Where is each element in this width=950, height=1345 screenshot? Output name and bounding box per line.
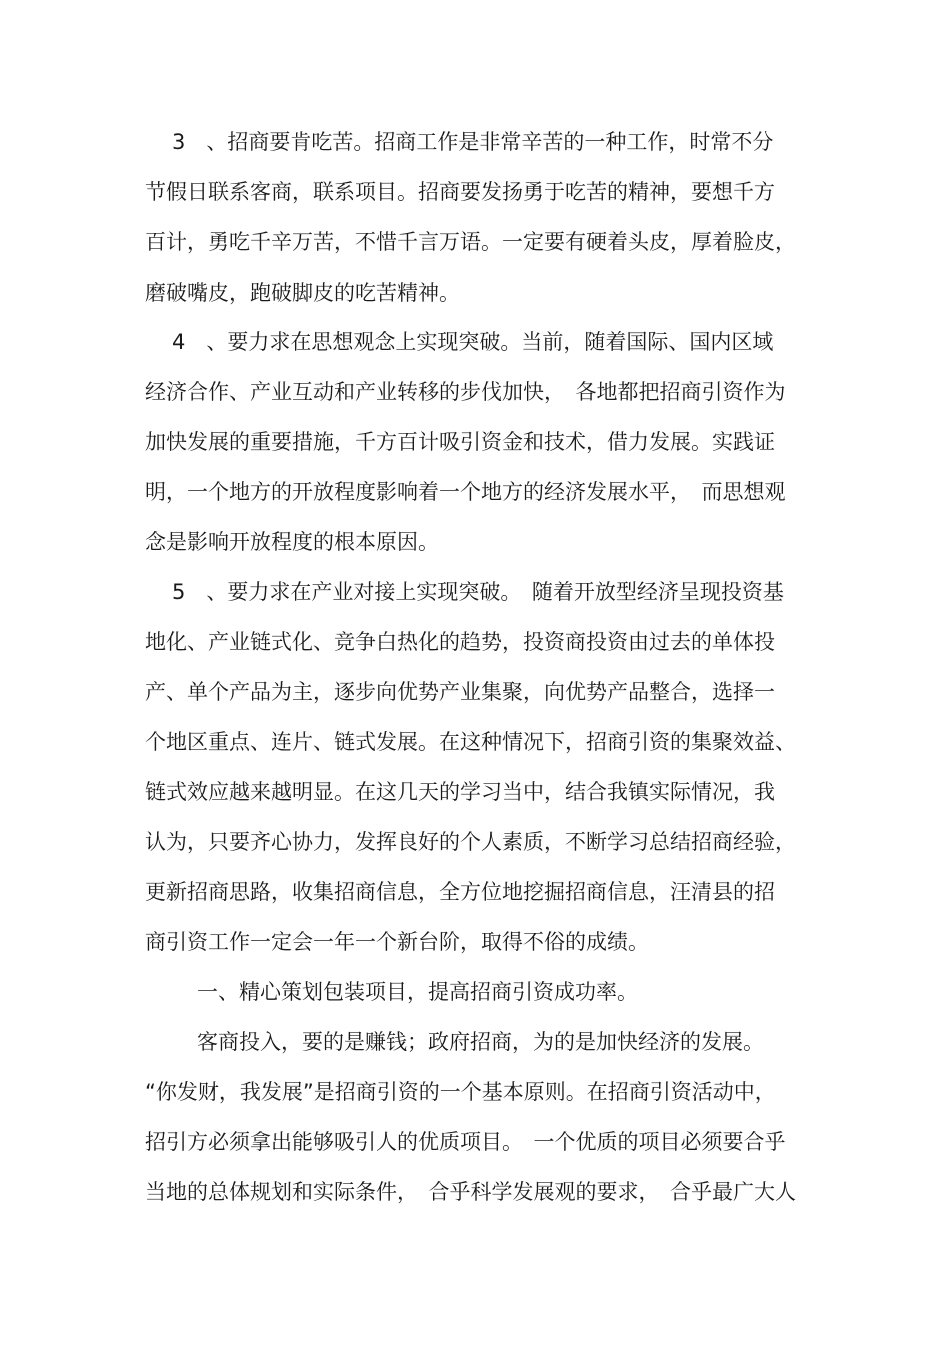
text-line: 加快发展的重要措施，千方百计吸引资金和技术，借力发展。实践证	[145, 430, 775, 454]
text-line: 商引资工作一定会一年一个新台阶，取得不俗的成绩。	[145, 930, 649, 954]
text-line: 客商投入，要的是赚钱；政府招商，为的是加快经济的发展。	[197, 1030, 764, 1054]
section-heading: 一、精心策划包装项目，提高招商引资成功率。	[197, 980, 638, 1004]
text-line: 3 、招商要肯吃苦。招商工作是非常辛苦的一种工作，时常不分	[172, 130, 774, 154]
text-line: 地化、产业链式化、竞争白热化的趋势，投资商投资由过去的单体投	[145, 630, 775, 654]
text-line: 认为，只要齐心协力，发挥良好的个人素质，不断学习总结招商经验，	[145, 830, 796, 854]
text-line: 个地区重点、连片、链式发展。在这种情况下，招商引资的集聚效益、	[145, 730, 796, 754]
text-line: 4 、要力求在思想观念上实现突破。当前，随着国际、国内区域	[172, 330, 774, 354]
text-line: 念是影响开放程度的根本原因。	[145, 530, 439, 554]
text-line: 当地的总体规划和实际条件， 合乎科学发展观的要求， 合乎最广大人	[145, 1180, 796, 1204]
text-line: 5 、要力求在产业对接上实现突破。 随着开放型经济呈现投资基	[172, 580, 784, 604]
text-line: 磨破嘴皮，跑破脚皮的吃苦精神。	[145, 281, 460, 305]
text-line: 明，一个地方的开放程度影响着一个地方的经济发展水平， 而思想观	[145, 480, 786, 504]
text-line: 更新招商思路，收集招商信息，全方位地挖掘招商信息，汪清县的招	[145, 880, 775, 904]
text-line: 百计，勇吃千辛万苦，不惜千言万语。一定要有硬着头皮，厚着脸皮，	[145, 230, 796, 254]
text-line: 链式效应越来越明显。在这几天的学习当中，结合我镇实际情况，我	[145, 780, 775, 804]
text-line: 经济合作、产业互动和产业转移的步伐加快， 各地都把招商引资作为	[145, 380, 786, 404]
text-line: 招引方必须拿出能够吸引人的优质项目。 一个优质的项目必须要合乎	[145, 1130, 786, 1154]
text-line: “你发财，我发展”是招商引资的一个基本原则。在招商引资活动中，	[145, 1080, 776, 1104]
text-line: 节假日联系客商，联系项目。招商要发扬勇于吃苦的精神，要想千方	[145, 180, 775, 204]
text-line: 产、单个产品为主，逐步向优势产业集聚，向优势产品整合，选择一	[145, 680, 775, 704]
